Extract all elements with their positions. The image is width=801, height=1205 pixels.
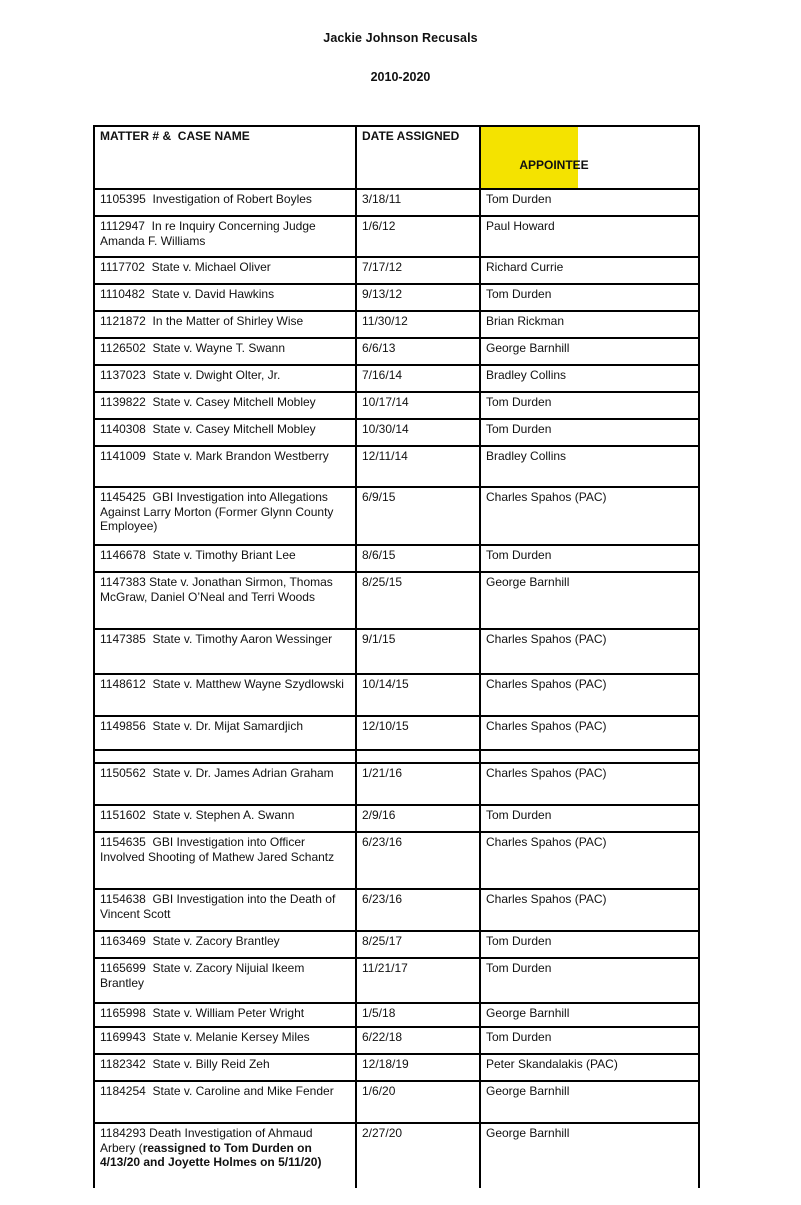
date-assigned-cell xyxy=(356,1123,480,1188)
matter-case-text: 1182342 State v. Billy Reid Zeh xyxy=(100,1057,270,1071)
appointee-text: Peter Skandalakis (PAC) xyxy=(486,1057,618,1071)
date-assigned-cell xyxy=(356,716,480,750)
matter-case-cell xyxy=(94,446,356,487)
date-assigned-text: 1/6/12 xyxy=(362,219,396,233)
table-row xyxy=(94,216,699,257)
appointee-text: George Barnhill xyxy=(486,341,570,355)
date-assigned-text: 8/6/15 xyxy=(362,548,396,562)
appointee-cell xyxy=(480,763,699,805)
table-row xyxy=(94,487,699,545)
appointee-cell xyxy=(480,572,699,629)
appointee-cell xyxy=(480,805,699,832)
appointee-text: George Barnhill xyxy=(486,1126,570,1140)
appointee-text: Tom Durden xyxy=(486,934,552,948)
appointee-cell xyxy=(480,365,699,392)
date-assigned-text: 6/23/16 xyxy=(362,892,403,906)
appointee-text: Richard Currie xyxy=(486,260,564,274)
appointee-cell xyxy=(480,889,699,931)
table-row xyxy=(94,446,699,487)
table-body xyxy=(94,189,699,1188)
date-assigned-cell xyxy=(356,1003,480,1027)
matter-case-cell xyxy=(94,338,356,365)
date-assigned-cell xyxy=(356,545,480,572)
matter-case-text: 1165699 State v. Zacory Nijuial Ikeem Brantley xyxy=(100,961,308,990)
date-assigned-cell xyxy=(356,257,480,284)
appointee-cell xyxy=(480,1054,699,1081)
appointee-cell xyxy=(480,216,699,257)
date-assigned-text: 6/23/16 xyxy=(362,835,403,849)
matter-case-cell xyxy=(94,257,356,284)
matter-case-cell xyxy=(94,889,356,931)
appointee-text: Bradley Collins xyxy=(486,368,567,382)
date-assigned-text: 10/14/15 xyxy=(362,677,409,691)
table-row xyxy=(94,750,699,763)
matter-case-text: 1148612 State v. Matthew Wayne Szydlowski xyxy=(100,677,344,691)
appointee-cell xyxy=(480,392,699,419)
matter-case-cell xyxy=(94,545,356,572)
date-assigned-cell xyxy=(356,889,480,931)
table-row xyxy=(94,805,699,832)
appointee-cell xyxy=(480,446,699,487)
matter-case-cell xyxy=(94,284,356,311)
date-assigned-text: 1/6/20 xyxy=(362,1084,396,1098)
matter-case-text: 1145425 GBI Investigation into Allegations Against Larry Morton (Former Glynn County Employee) xyxy=(100,490,337,533)
table-row xyxy=(94,629,699,674)
appointee-text: Charles Spahos (PAC) xyxy=(486,677,607,691)
table-row xyxy=(94,674,699,716)
appointee-text: Charles Spahos (PAC) xyxy=(486,719,607,733)
matter-case-text: 1184254 State v. Caroline and Mike Fender xyxy=(100,1084,334,1098)
matter-case-text: 1112947 In re Inquiry Concerning Judge Amanda F. Williams xyxy=(100,219,319,248)
matter-case-cell xyxy=(94,1027,356,1054)
appointee-header-label: APPOINTEE xyxy=(519,158,589,172)
date-assigned-cell xyxy=(356,1054,480,1081)
appointee-cell xyxy=(480,1027,699,1054)
table-row xyxy=(94,419,699,446)
matter-case-text: 1149856 State v. Dr. Mijat Samardjich xyxy=(100,719,303,733)
matter-case-cell xyxy=(94,419,356,446)
matter-case-cell xyxy=(94,1054,356,1081)
date-assigned-cell xyxy=(356,805,480,832)
date-assigned-text: 6/6/13 xyxy=(362,341,396,355)
date-assigned-text: 6/22/18 xyxy=(362,1030,403,1044)
date-assigned-text: 11/21/17 xyxy=(362,961,408,975)
table-row xyxy=(94,365,699,392)
matter-case-cell xyxy=(94,1003,356,1027)
table-row xyxy=(94,189,699,216)
table-row xyxy=(94,931,699,958)
date-assigned-text: 9/1/15 xyxy=(362,632,396,646)
matter-case-text: 1105395 Investigation of Robert Boyles xyxy=(100,192,312,206)
matter-case-cell xyxy=(94,716,356,750)
matter-case-cell xyxy=(94,1081,356,1123)
appointee-cell xyxy=(480,931,699,958)
matter-case-text: 1154638 GBI Investigation into the Death of Vincent Scott xyxy=(100,892,339,921)
date-assigned-cell xyxy=(356,629,480,674)
matter-case-cell xyxy=(94,629,356,674)
matter-case-text: 1121872 In the Matter of Shirley Wise xyxy=(100,314,304,328)
appointee-text: Tom Durden xyxy=(486,1030,552,1044)
table-row xyxy=(94,1081,699,1123)
matter-case-text: 1184293 Death Investigation of Ahmaud Arbery ( xyxy=(100,1126,316,1155)
matter-case-text: 1139822 State v. Casey Mitchell Mobley xyxy=(100,395,316,409)
matter-case-text: 1141009 State v. Mark Brandon Westberry xyxy=(100,449,329,463)
matter-case-text: 1169943 State v. Melanie Kersey Miles xyxy=(100,1030,310,1044)
date-assigned-cell xyxy=(356,674,480,716)
date-assigned-cell xyxy=(356,750,480,763)
matter-case-cell xyxy=(94,750,356,763)
matter-case-text: 1154635 GBI Investigation into Officer Involved Shooting of Mathew Jared Schantz xyxy=(100,835,335,864)
table-row xyxy=(94,1003,699,1027)
appointee-text: Charles Spahos (PAC) xyxy=(486,766,607,780)
appointee-cell xyxy=(480,1123,699,1188)
table-row xyxy=(94,716,699,750)
matter-case-cell xyxy=(94,487,356,545)
date-assigned-cell xyxy=(356,1081,480,1123)
table-row xyxy=(94,763,699,805)
date-assigned-text: 10/17/14 xyxy=(362,395,409,409)
highlighter-mark xyxy=(498,126,579,128)
appointee-cell xyxy=(480,257,699,284)
date-assigned-cell xyxy=(356,1027,480,1054)
date-assigned-text: 12/18/19 xyxy=(362,1057,409,1071)
column-header-matter-case: MATTER # & CASE NAME xyxy=(94,126,356,189)
matter-case-text: 1150562 State v. Dr. James Adrian Graham xyxy=(100,766,334,780)
date-assigned-text: 12/11/14 xyxy=(362,449,408,463)
date-assigned-text: 8/25/15 xyxy=(362,575,403,589)
date-assigned-text: 12/10/15 xyxy=(362,719,409,733)
appointee-cell xyxy=(480,189,699,216)
appointee-text: Paul Howard xyxy=(486,219,555,233)
table-row xyxy=(94,1027,699,1054)
appointee-text: Charles Spahos (PAC) xyxy=(486,835,607,849)
appointee-cell xyxy=(480,284,699,311)
recusals-table xyxy=(93,125,700,1188)
matter-case-cell xyxy=(94,216,356,257)
matter-case-text: 1165998 State v. William Peter Wright xyxy=(100,1006,305,1020)
table-row xyxy=(94,958,699,1003)
appointee-text: Bradley Collins xyxy=(486,449,567,463)
date-assigned-cell xyxy=(356,216,480,257)
matter-case-text: 1110482 State v. David Hawkins xyxy=(100,287,275,301)
appointee-cell xyxy=(480,674,699,716)
appointee-text: Tom Durden xyxy=(486,808,552,822)
appointee-text: Tom Durden xyxy=(486,422,552,436)
matter-case-cell xyxy=(94,189,356,216)
date-assigned-text: 7/16/14 xyxy=(362,368,403,382)
date-assigned-text: 2/27/20 xyxy=(362,1126,403,1140)
column-header-appointee xyxy=(480,126,699,189)
appointee-text: George Barnhill xyxy=(486,1084,570,1098)
date-assigned-cell xyxy=(356,311,480,338)
appointee-cell xyxy=(480,832,699,889)
column-header-date-assigned: DATE ASSIGNED xyxy=(356,126,480,189)
matter-case-text: 1146678 State v. Timothy Briant Lee xyxy=(100,548,296,562)
date-assigned-cell xyxy=(356,487,480,545)
appointee-cell xyxy=(480,338,699,365)
appointee-text: Tom Durden xyxy=(486,287,552,301)
date-assigned-cell xyxy=(356,189,480,216)
matter-case-bold-text: reassigned to Tom Durden on 4/13/20 and Joyette Holmes on 5/11/20) xyxy=(100,1140,322,1169)
matter-case-cell xyxy=(94,931,356,958)
date-assigned-cell xyxy=(356,832,480,889)
date-assigned-cell xyxy=(356,338,480,365)
matter-case-text: 1147385 State v. Timothy Aaron Wessinger xyxy=(100,632,333,646)
matter-case-cell xyxy=(94,805,356,832)
appointee-text: Charles Spahos (PAC) xyxy=(486,892,607,906)
matter-case-text: 1126502 State v. Wayne T. Swann xyxy=(100,341,286,355)
date-assigned-cell xyxy=(356,572,480,629)
appointee-text: Tom Durden xyxy=(486,395,552,409)
appointee-text: Tom Durden xyxy=(486,192,552,206)
appointee-cell xyxy=(480,716,699,750)
matter-case-text: 1163469 State v. Zacory Brantley xyxy=(100,934,280,948)
matter-case-text: 1117702 State v. Michael Oliver xyxy=(100,260,271,274)
table-row xyxy=(94,311,699,338)
appointee-text: Tom Durden xyxy=(486,961,552,975)
table-row xyxy=(94,545,699,572)
appointee-cell xyxy=(480,545,699,572)
date-assigned-cell xyxy=(356,419,480,446)
appointee-cell xyxy=(480,487,699,545)
appointee-cell xyxy=(480,419,699,446)
matter-case-text: 1151602 State v. Stephen A. Swann xyxy=(100,808,295,822)
date-assigned-text: 8/25/17 xyxy=(362,934,403,948)
date-assigned-text: 6/9/15 xyxy=(362,490,396,504)
date-assigned-cell xyxy=(356,931,480,958)
document-subtitle: 2010-2020 xyxy=(370,70,431,84)
appointee-cell xyxy=(480,311,699,338)
appointee-cell xyxy=(480,1003,699,1027)
date-assigned-cell xyxy=(356,958,480,1003)
date-assigned-text: 1/5/18 xyxy=(362,1006,396,1020)
appointee-text: George Barnhill xyxy=(486,1006,570,1020)
appointee-text: Tom Durden xyxy=(486,548,552,562)
date-assigned-text: 10/30/14 xyxy=(362,422,409,436)
appointee-text: Charles Spahos (PAC) xyxy=(486,632,607,646)
matter-case-text: 1137023 State v. Dwight Olter, Jr. xyxy=(100,368,281,382)
date-assigned-text: 9/13/12 xyxy=(362,287,403,301)
table-row xyxy=(94,889,699,931)
table-row xyxy=(94,257,699,284)
table-row xyxy=(94,572,699,629)
appointee-cell xyxy=(480,750,699,763)
appointee-cell xyxy=(480,958,699,1003)
table-row xyxy=(94,1123,699,1188)
document-title: Jackie Johnson Recusals xyxy=(323,31,478,45)
matter-case-cell xyxy=(94,958,356,1003)
table-row xyxy=(94,338,699,365)
appointee-text: Brian Rickman xyxy=(486,314,565,328)
matter-case-cell xyxy=(94,763,356,805)
matter-case-cell xyxy=(94,674,356,716)
date-assigned-cell xyxy=(356,365,480,392)
date-assigned-text: 11/30/12 xyxy=(362,314,408,328)
header-row xyxy=(94,126,699,189)
appointee-cell xyxy=(480,629,699,674)
matter-case-cell xyxy=(94,365,356,392)
date-assigned-cell xyxy=(356,446,480,487)
date-assigned-text: 7/17/12 xyxy=(362,260,403,274)
date-assigned-cell xyxy=(356,763,480,805)
date-assigned-cell xyxy=(356,284,480,311)
matter-case-cell xyxy=(94,1123,356,1188)
date-assigned-cell xyxy=(356,392,480,419)
table-row xyxy=(94,284,699,311)
table-row xyxy=(94,832,699,889)
date-assigned-text: 3/18/11 xyxy=(362,192,402,206)
appointee-cell xyxy=(480,1081,699,1123)
appointee-text: George Barnhill xyxy=(486,575,570,589)
date-assigned-text: 1/21/16 xyxy=(362,766,403,780)
matter-case-cell xyxy=(94,832,356,889)
matter-case-cell xyxy=(94,311,356,338)
table-row xyxy=(94,392,699,419)
table-row xyxy=(94,1054,699,1081)
appointee-text: Charles Spahos (PAC) xyxy=(486,490,607,504)
matter-case-cell xyxy=(94,392,356,419)
matter-case-cell xyxy=(94,572,356,629)
date-assigned-text: 2/9/16 xyxy=(362,808,396,822)
matter-case-text: 1140308 State v. Casey Mitchell Mobley xyxy=(100,422,316,436)
matter-case-text: 1147383 State v. Jonathan Sirmon, Thomas McGraw, Daniel O’Neal and Terri Woods xyxy=(100,575,337,604)
